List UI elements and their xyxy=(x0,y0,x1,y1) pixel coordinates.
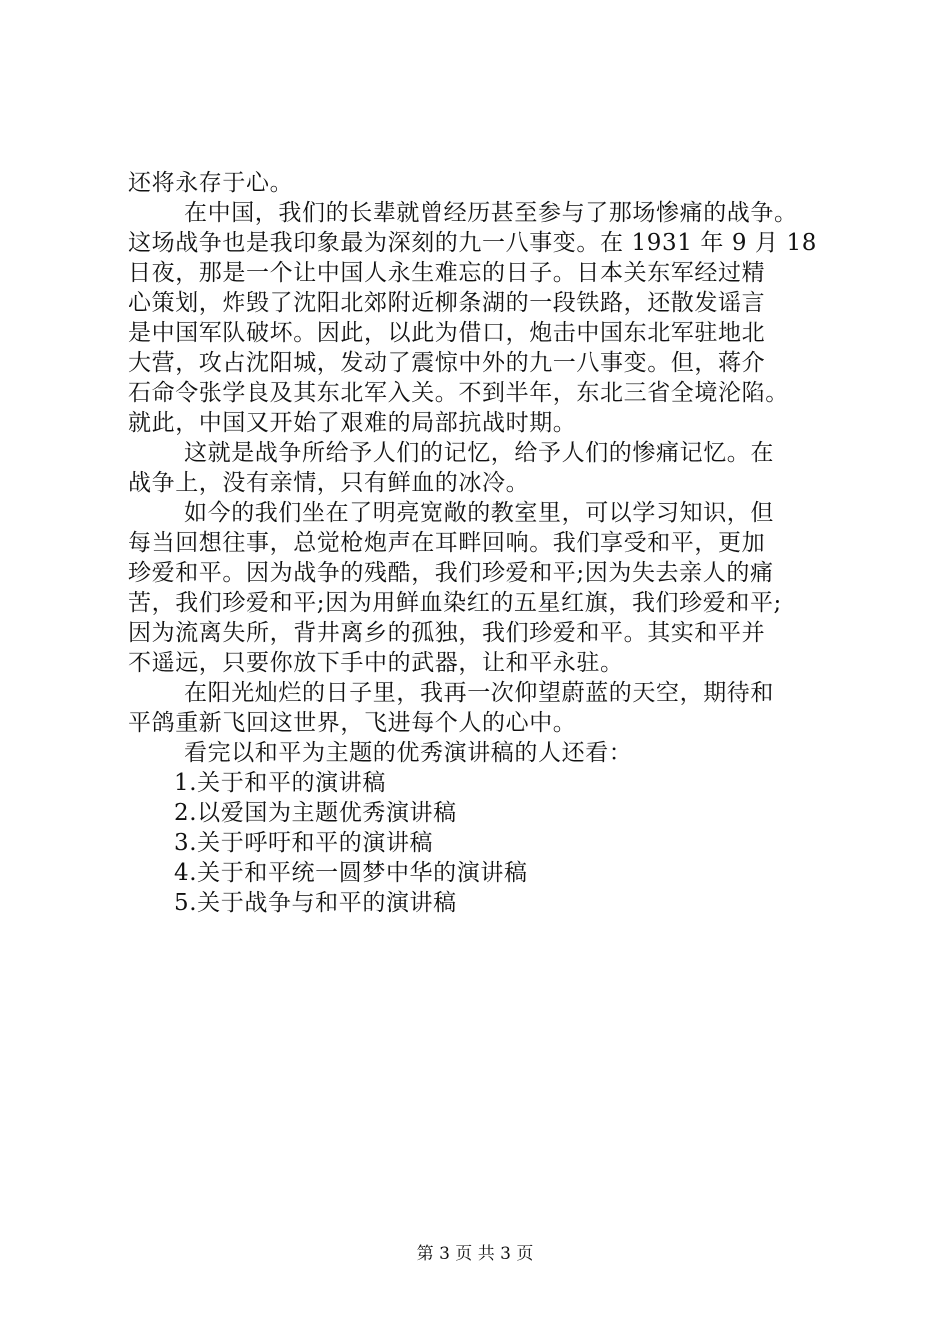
text-line: 这场战争也是我印象最为深刻的九一八事变。在 1931 年 9 月 18 xyxy=(128,230,817,256)
text-line: 还将永存于心。 xyxy=(128,170,294,196)
text-line: 石命令张学良及其东北军入关。不到半年，东北三省全境沦陷。 xyxy=(128,380,789,406)
text-line: 在中国，我们的长辈就曾经历甚至参与了那场惨痛的战争。 xyxy=(184,200,798,226)
page-footer: 第 3 页 共 3 页 xyxy=(416,1244,534,1264)
document-body xyxy=(128,168,838,918)
text-line: 心策划，炸毁了沈阳北郊附近柳条湖的一段铁路，还散发谣言 xyxy=(128,290,766,316)
text-line: 就此，中国又开始了艰难的局部抗战时期。 xyxy=(128,410,577,436)
related-article-link[interactable]: 2.以爱国为主题优秀演讲稿 xyxy=(174,800,457,826)
related-article-link[interactable]: 1.关于和平的演讲稿 xyxy=(174,770,386,796)
text-line: 大营，攻占沈阳城，发动了震惊中外的九一八事变。但，蒋介 xyxy=(128,350,766,376)
text-line: 在阳光灿烂的日子里，我再一次仰望蔚蓝的天空，期待和 xyxy=(184,680,774,706)
text-line: 珍爱和平。因为战争的残酷，我们珍爱和平;因为失去亲人的痛 xyxy=(128,560,774,586)
text-line: 日夜，那是一个让中国人永生难忘的日子。日本关东军经过精 xyxy=(128,260,766,286)
related-articles-list xyxy=(128,768,838,918)
related-article-link[interactable]: 5.关于战争与和平的演讲稿 xyxy=(174,890,457,916)
text-line: 苦，我们珍爱和平;因为用鲜血染红的五星红旗，我们珍爱和平; xyxy=(128,590,782,616)
text-line: 是中国军队破坏。因此，以此为借口，炮击中国东北军驻地北 xyxy=(128,320,766,346)
text-line: 平鸽重新飞回这世界，飞进每个人的心中。 xyxy=(128,710,577,736)
related-article-link[interactable]: 3.关于呼吁和平的演讲稿 xyxy=(174,830,434,856)
text-line: 这就是战争所给予人们的记忆，给予人们的惨痛记忆。在 xyxy=(184,440,774,466)
text-line: 每当回想往事，总觉枪炮声在耳畔回响。我们享受和平，更加 xyxy=(128,530,766,556)
text-line: 因为流离失所，背井离乡的孤独，我们珍爱和平。其实和平并 xyxy=(128,620,766,646)
related-article-link[interactable]: 4.关于和平统一圆梦中华的演讲稿 xyxy=(174,860,528,886)
paragraph-lines xyxy=(128,168,838,768)
text-line: 如今的我们坐在了明亮宽敞的教室里，可以学习知识，但 xyxy=(184,500,774,526)
text-line: 不遥远，只要你放下手中的武器，让和平永驻。 xyxy=(128,650,624,676)
text-line: 战争上，没有亲情，只有鲜血的冰冷。 xyxy=(128,470,530,496)
text-line: 看完以和平为主题的优秀演讲稿的人还看： xyxy=(184,740,633,766)
